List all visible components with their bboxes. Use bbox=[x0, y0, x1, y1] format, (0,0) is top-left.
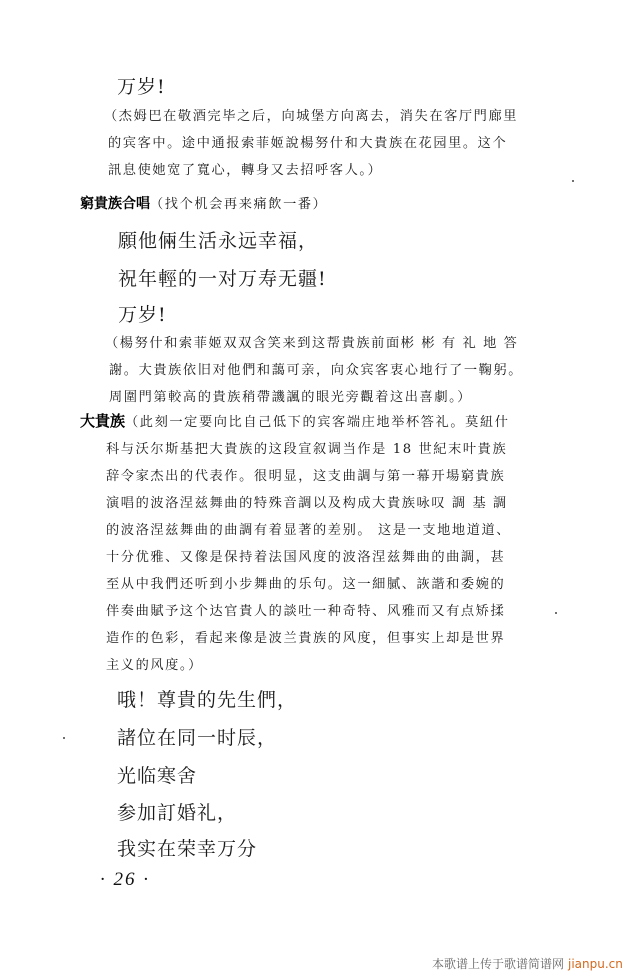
note-line: 科与沃尔斯基把大貴族的这段宣叙调当作是 18 世紀末叶貴族 bbox=[106, 442, 508, 457]
watermark bbox=[432, 955, 623, 972]
speaker-note: （找个机会再来痛飲一番） bbox=[150, 197, 328, 212]
verse-line: 諸位在同一时辰， bbox=[117, 727, 278, 749]
verse-line: 我实在荣幸万分 bbox=[117, 838, 258, 860]
stage-direction-line: 周圍門第較高的貴族稍帶譏諷的眼光旁觀着这出喜劇。） bbox=[109, 390, 473, 405]
verse-line: 万岁! bbox=[118, 304, 167, 326]
speaker-line-chorus bbox=[80, 193, 327, 213]
scan-speck bbox=[63, 737, 65, 739]
note-line: 主义的风度。） bbox=[106, 658, 203, 673]
verse-line: 願他倆生活永远幸福， bbox=[118, 230, 319, 252]
scan-speck bbox=[555, 612, 557, 614]
speaker-note: （此刻一定要向比自己低下的宾客端庄地举杯答礼。莫紐什 bbox=[125, 415, 510, 430]
stage-direction-line: （楊努什和索菲姬双双含笑来到这帮貴族前面彬 彬 有 礼 地 答 bbox=[105, 336, 519, 351]
page-number: · 26 · bbox=[100, 869, 150, 890]
stage-direction-line: 訊息使她宽了寬心，轉身又去招呼客人。） bbox=[108, 163, 383, 178]
note-line: 的波洛涅兹舞曲的曲調有着显著的差别。 这是一支地地道道、 bbox=[106, 523, 512, 538]
note-line: 十分优雅、又像是保持着法国风度的波洛涅兹舞曲的曲調，甚 bbox=[106, 550, 506, 565]
speaker-name: 窮貴族合唱 bbox=[80, 196, 150, 212]
stage-direction-line: （杰姆巴在敬酒完毕之后，向城堡方向离去，消失在客厅門廊里 bbox=[104, 109, 519, 124]
watermark-site-link[interactable]: jianpu.cn bbox=[568, 957, 623, 971]
note-line: 造作的色彩，看起来像是波兰貴族的风度，但事实上却是世界 bbox=[106, 631, 506, 646]
speaker-line-noble bbox=[80, 410, 510, 431]
scan-speck bbox=[572, 180, 574, 182]
stage-direction-2 bbox=[105, 330, 523, 411]
verse-line: 祝年輕的一对万寿无疆! bbox=[118, 268, 327, 290]
note-line: 至从中我們还听到小步舞曲的乐句。这一細膩、詼諧和委婉的 bbox=[106, 577, 506, 592]
note-line: 演唱的波洛涅兹舞曲的特殊音調以及构成大貴族咏叹 調 基 調 bbox=[106, 496, 508, 511]
verse-opening: 万岁! bbox=[117, 76, 166, 98]
verse-line: 哦！尊貴的先生們， bbox=[117, 689, 298, 711]
speaker-name: 大貴族 bbox=[80, 412, 126, 430]
verse-line: 光临寒舍 bbox=[117, 765, 198, 787]
stage-direction-1 bbox=[104, 103, 518, 184]
note-line: 伴奏曲賦予这个达官貴人的談吐一种奇特、风雅而又有点矫揉 bbox=[106, 604, 506, 619]
stage-direction-line: 謝。大貴族依旧对他們和藹可亲，向众宾客衷心地行了一鞠躬。 bbox=[109, 363, 524, 378]
stage-direction-line: 的宾客中。途中通报索菲姬說楊努什和大貴族在花园里。这个 bbox=[108, 136, 508, 151]
verse-line: 参加訂婚礼， bbox=[117, 802, 238, 824]
watermark-text: 本歌谱上传于歌谱简谱网 bbox=[432, 957, 565, 971]
speaker-note-continued bbox=[106, 436, 511, 679]
note-line: 辞令家杰出的代表作。很明显，这支曲調与第一幕开場窮貴族 bbox=[106, 469, 506, 484]
